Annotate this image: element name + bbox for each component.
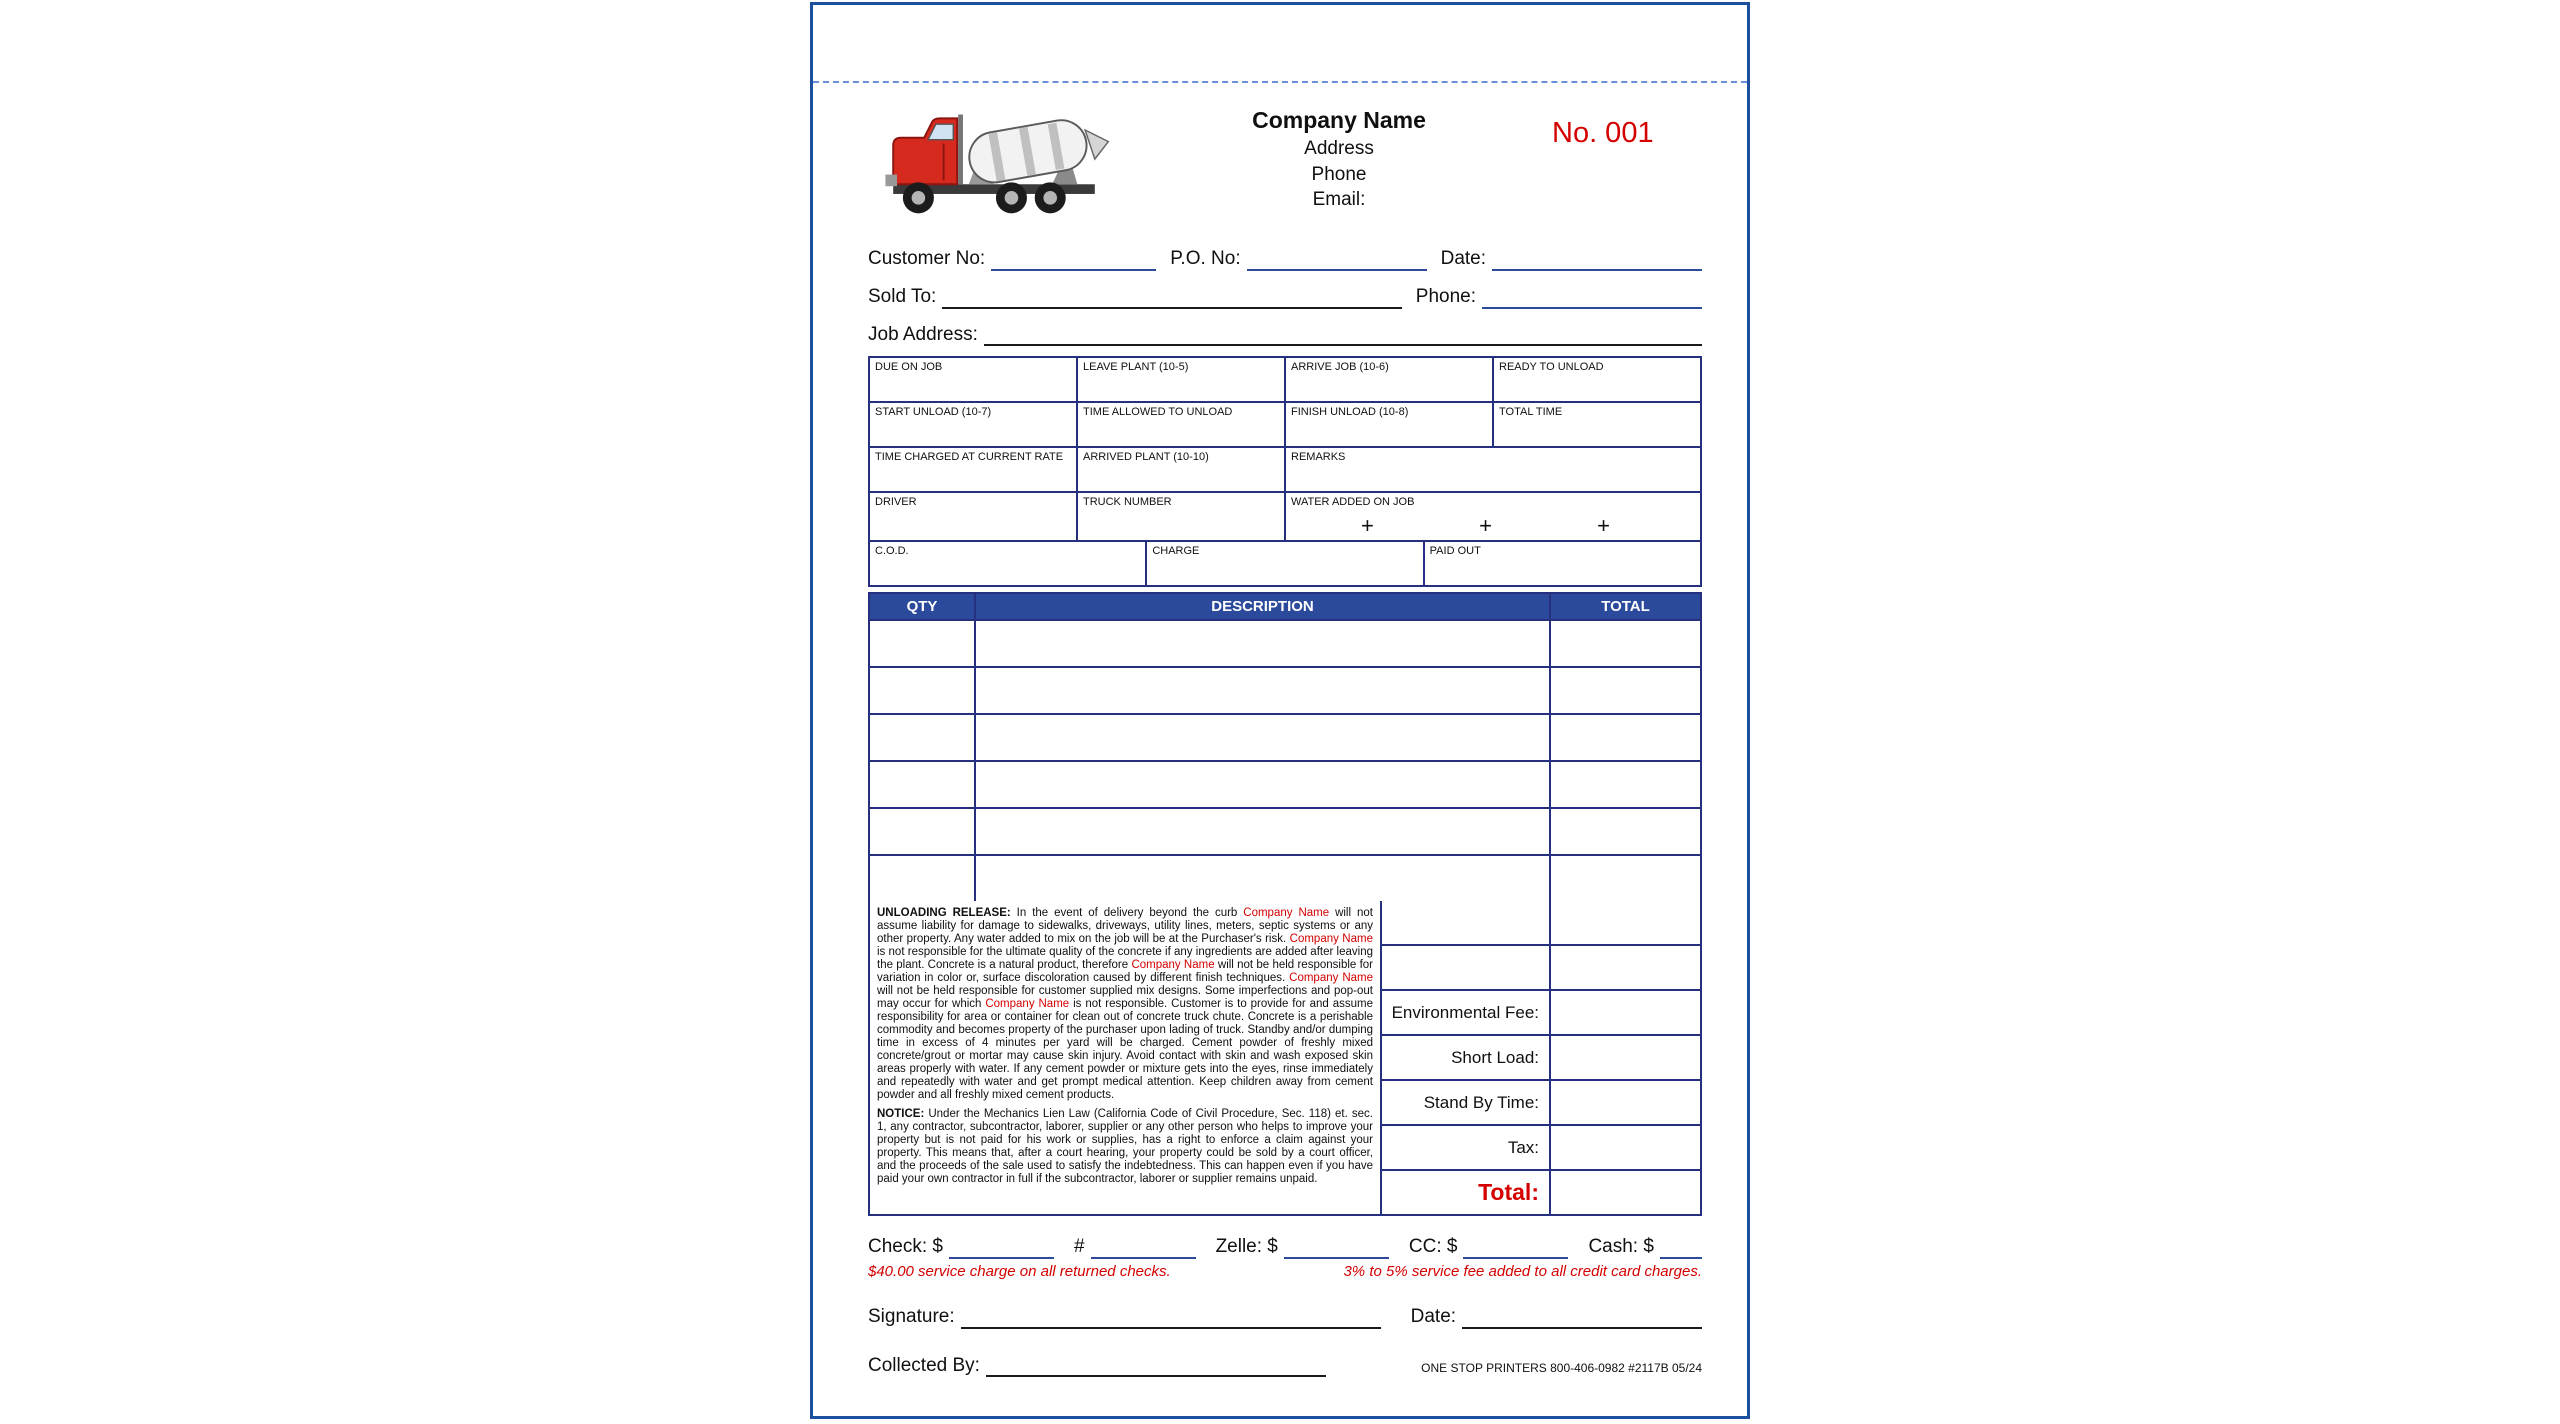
collected-by-label: Collected By: — [868, 1354, 980, 1376]
sold-to-row — [868, 286, 1702, 309]
check-number-label: # — [1073, 1236, 1085, 1258]
company-name: Company Name — [1252, 107, 1426, 133]
leave-plant-cell[interactable] — [1078, 358, 1284, 401]
cell-label: ARRIVE JOB (10-6) — [1291, 361, 1389, 374]
item-total-cell[interactable] — [1551, 621, 1700, 666]
item-total-cell[interactable] — [1551, 809, 1700, 854]
total-header: TOTAL — [1551, 594, 1700, 619]
date-line[interactable] — [1492, 249, 1702, 271]
charge-label-cell[interactable] — [1382, 946, 1549, 989]
card-fee-note: 3% to 5% service fee added to all credit card charges. — [1343, 1262, 1702, 1280]
footer-date-label: Date: — [1410, 1305, 1457, 1327]
item-qty-cell[interactable] — [870, 668, 974, 713]
company-phone: Phone — [1311, 163, 1367, 185]
company-block — [1126, 97, 1552, 213]
plus-sign: + — [1361, 513, 1374, 539]
time-charged-cell[interactable] — [870, 448, 1076, 491]
charge-amount-cell[interactable] — [1551, 901, 1700, 944]
item-total-cell[interactable] — [1551, 715, 1700, 760]
water-plus-signs — [1291, 509, 1695, 537]
cell-label: LEAVE PLANT (10-5) — [1083, 361, 1189, 374]
delivery-ticket-form — [810, 2, 1750, 1419]
form-content — [868, 97, 1702, 1377]
job-address-line[interactable] — [984, 324, 1702, 346]
items-table-body — [868, 619, 1702, 903]
arrived-plant-cell[interactable] — [1078, 448, 1284, 491]
item-description-cell[interactable] — [976, 668, 1549, 713]
charge-label-cell[interactable] — [1382, 901, 1549, 944]
cell-label: DRIVER — [875, 496, 917, 509]
plus-sign: + — [1597, 513, 1610, 539]
cement-truck-illustration — [868, 97, 1126, 230]
cell-label: TIME CHARGED AT CURRENT RATE — [875, 451, 1064, 464]
po-no-label: P.O. No: — [1170, 248, 1241, 269]
cell-label: TRUCK NUMBER — [1083, 496, 1172, 509]
cell-label: WATER ADDED ON JOB — [1291, 496, 1415, 509]
cell-label: REMARKS — [1291, 451, 1346, 464]
collected-by-line[interactable] — [986, 1355, 1326, 1377]
unloading-release-block — [870, 901, 1380, 1214]
cell-label: TOTAL TIME — [1499, 406, 1563, 419]
form-number: No. 001 — [1552, 117, 1654, 149]
customer-po-date-row — [868, 248, 1702, 271]
cell-label: TIME ALLOWED TO UNLOAD — [1083, 406, 1233, 419]
items-table-header — [868, 592, 1702, 619]
paid-out-cell[interactable] — [1425, 542, 1700, 585]
printer-info: ONE STOP PRINTERS 800-406-0982 #2117B 05/24 — [1421, 1361, 1702, 1376]
phone-line[interactable] — [1482, 287, 1702, 309]
job-address-label: Job Address: — [868, 323, 978, 345]
stand-by-time-label: Stand By Time: — [1382, 1081, 1549, 1124]
cell-label: C.O.D. — [875, 545, 909, 558]
sold-to-line[interactable] — [942, 287, 1401, 309]
release-and-charges — [868, 901, 1702, 1216]
collected-by-row — [868, 1355, 1702, 1378]
total-time-cell[interactable] — [1494, 403, 1700, 446]
water-added-cell[interactable] — [1286, 493, 1700, 540]
driver-cell[interactable] — [870, 493, 1076, 540]
zelle-amount-line[interactable] — [1284, 1237, 1389, 1259]
time-grid — [868, 356, 1702, 587]
truck-number-cell[interactable] — [1078, 493, 1284, 540]
charge-amount-cell[interactable] — [1551, 946, 1700, 989]
item-description-cell[interactable] — [976, 809, 1549, 854]
signature-label: Signature: — [868, 1305, 955, 1327]
cell-label: CHARGE — [1152, 545, 1200, 558]
environmental-fee-label: Environmental Fee: — [1382, 991, 1549, 1034]
finish-unload-cell[interactable] — [1286, 403, 1492, 446]
item-total-cell[interactable] — [1551, 762, 1700, 807]
date-label: Date: — [1440, 248, 1487, 269]
sold-to-label: Sold To: — [868, 285, 937, 307]
unloading-release-paragraph: UNLOADING RELEASE: In the event of delivery beyond the curb Company Name will not assume liability for damage to sidewalks, driveways, utility lines, meters, septic systems or any other property. Any water added to mix on the job will be at the Purchaser's risk. Company Name is not responsible for the ultimate quality of the concrete if any ingredients are added after leaving the plant. Concrete is a natural product, therefore Company Name will not be held responsible for variation in color or, surface discoloration caused by different finish techniques. Company Name will not be held responsible for customer supplied mix designs. Some imperfections and pop-out may occur for which Company Name is not responsible. Customer is to provide for and assume responsibility for area or container for clean out of concrete truck chute. Concrete is a perishable commodity and becomes property of the purchaser upon lading of truck. Standby and/or dumping time in excess of 4 minutes per yard will be charged. Cement powder of freshly mixed concrete/grout or mortar may cause skin injury. Avoid contact with skin and wash exposed skin areas properly with water. If any cement powder or mixture gets into the eyes, rinse immediately and repeatedly with water and get prompt medical attention. Keep children away from cement powder and all freshly mixed cement products. — [877, 907, 1374, 1102]
signature-row — [868, 1306, 1702, 1329]
cell-label: DUE ON JOB — [875, 361, 943, 374]
description-header: DESCRIPTION — [976, 594, 1549, 619]
cell-label: PAID OUT — [1429, 545, 1481, 558]
item-qty-cell[interactable] — [870, 809, 974, 854]
remarks-cell[interactable] — [1286, 448, 1700, 491]
short-load-label: Short Load: — [1382, 1036, 1549, 1079]
check-number-line[interactable] — [1091, 1237, 1196, 1259]
total-label: Total: — [1382, 1171, 1549, 1214]
item-qty-cell[interactable] — [870, 762, 974, 807]
stand-by-time-amount-cell[interactable] — [1551, 1081, 1700, 1124]
screenshot-background — [0, 2, 2560, 1424]
company-email: Email: — [1312, 189, 1366, 211]
cell-label: ARRIVED PLANT (10-10) — [1083, 451, 1209, 464]
returned-check-note: $40.00 service charge on all returned checks. — [868, 1262, 1171, 1280]
item-description-cell[interactable] — [976, 762, 1549, 807]
qty-header: QTY — [870, 594, 974, 619]
cell-label: FINISH UNLOAD (10-8) — [1291, 406, 1409, 419]
customer-no-line[interactable] — [991, 249, 1156, 271]
time-allowed-cell[interactable] — [1078, 403, 1284, 446]
footer-date-line[interactable] — [1462, 1307, 1702, 1329]
signature-line[interactable] — [961, 1307, 1381, 1329]
zelle-label: Zelle: $ — [1215, 1236, 1278, 1258]
phone-label: Phone: — [1415, 285, 1476, 307]
payment-notes-row — [868, 1263, 1702, 1280]
item-description-cell[interactable] — [976, 715, 1549, 760]
tax-amount-cell[interactable] — [1551, 1126, 1700, 1169]
form-header — [868, 97, 1702, 233]
cash-label: Cash: $ — [1588, 1236, 1654, 1258]
cement-truck-graphic — [868, 97, 1120, 225]
total-amount-cell[interactable] — [1551, 1171, 1700, 1214]
notice-paragraph: NOTICE: Under the Mechanics Lien Law (California Code of Civil Procedure, Sec. 118) et. sec. 1, any contractor, subcontractor, laborer, supplier or any other person who helps to improve your property but is not paid for his work or supplies, has a right to enforce a claim against your property. This means that, after a court hearing, your property could be sold by a court officer, and the proceeds of the sale used to satisfy the indebtedness. This can happen even if you have paid your own contractor in full if the subcontractor, laborer or supplier remains unpaid. — [877, 1108, 1373, 1186]
item-total-cell[interactable] — [1551, 668, 1700, 713]
ready-to-unload-cell[interactable] — [1494, 358, 1700, 401]
charge-cell[interactable] — [1147, 542, 1422, 585]
environmental-fee-amount-cell[interactable] — [1551, 991, 1700, 1034]
item-total-cell[interactable] — [1551, 856, 1700, 901]
cash-amount-line[interactable] — [1660, 1237, 1702, 1259]
short-load-amount-cell[interactable] — [1551, 1036, 1700, 1079]
cc-label: CC: $ — [1408, 1236, 1458, 1258]
cc-amount-line[interactable] — [1463, 1237, 1568, 1259]
tax-label: Tax: — [1382, 1126, 1549, 1169]
item-description-cell[interactable] — [976, 621, 1549, 666]
company-address: Address — [1304, 138, 1374, 160]
customer-no-label: Customer No: — [868, 248, 986, 269]
cell-label: READY TO UNLOAD — [1499, 361, 1604, 374]
check-label: Check: $ — [868, 1236, 943, 1258]
start-unload-cell[interactable] — [870, 403, 1076, 446]
due-on-job-cell[interactable] — [870, 358, 1076, 401]
item-description-cell[interactable] — [976, 856, 1549, 901]
po-no-line[interactable] — [1247, 249, 1427, 271]
job-address-row — [868, 324, 1702, 347]
item-qty-cell[interactable] — [870, 621, 974, 666]
arrive-job-cell[interactable] — [1286, 358, 1492, 401]
item-qty-cell[interactable] — [870, 715, 974, 760]
payment-row — [868, 1236, 1702, 1259]
check-amount-line[interactable] — [949, 1237, 1054, 1259]
cell-label: START UNLOAD (10-7) — [875, 406, 992, 419]
perforation-line — [813, 81, 1747, 83]
cod-cell[interactable] — [870, 542, 1145, 585]
plus-sign: + — [1479, 513, 1492, 539]
item-qty-cell[interactable] — [870, 856, 974, 901]
